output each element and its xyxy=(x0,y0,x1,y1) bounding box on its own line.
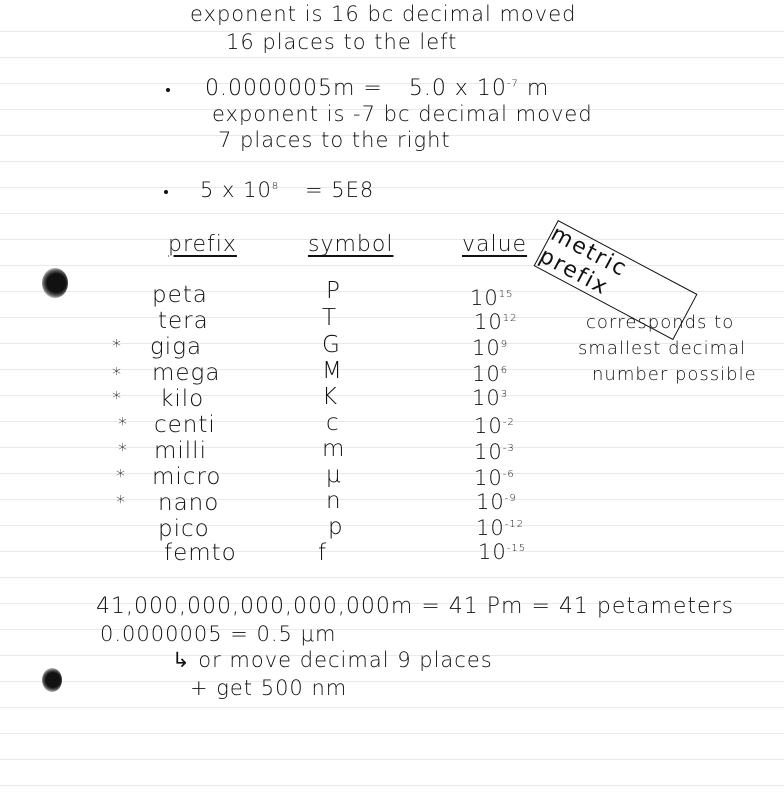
symbol-cell: G xyxy=(322,332,341,358)
prefix-cell: tera xyxy=(158,308,209,334)
note-line: 0.0000005 = 0.5 μm xyxy=(100,622,337,646)
symbol-cell: c xyxy=(326,410,340,436)
symbol-cell: M xyxy=(322,358,343,384)
value-cell: $10^{-2}$ xyxy=(474,414,515,438)
symbol-cell: K xyxy=(322,384,339,410)
star-mark: * xyxy=(112,388,122,409)
metric-prefix-label: metric prefix xyxy=(534,221,632,301)
header-symbol: symbol xyxy=(308,232,394,257)
side-note: number possible xyxy=(592,364,757,385)
value-cell: $10^{-15}$ xyxy=(478,540,527,564)
value-cell: $10^{-12}$ xyxy=(476,516,525,540)
symbol-cell: f xyxy=(318,540,328,566)
star-mark: * xyxy=(112,364,122,385)
value-cell: $10^{12}$ xyxy=(474,310,518,334)
side-note: smallest decimal xyxy=(578,338,747,359)
symbol-cell: m xyxy=(322,436,346,462)
note-line: 41,000,000,000,000,000m = 41 Pm = 41 petameters xyxy=(96,594,735,619)
symbol-cell: P xyxy=(326,278,341,304)
prefix-cell: centi xyxy=(154,412,216,438)
symbol-cell: n xyxy=(326,488,342,514)
note-equation: 0.0000005m = 5.0 x $10^{-7}$ m xyxy=(205,76,550,101)
note-line: + get 500 nm xyxy=(190,676,348,700)
prefix-cell: femto xyxy=(164,540,237,566)
symbol-cell: T xyxy=(322,305,338,331)
symbol-cell: p xyxy=(328,514,344,540)
value-cell: $10^6$ xyxy=(472,362,509,386)
header-value: value xyxy=(462,232,528,257)
binder-hole-top xyxy=(42,268,68,298)
prefix-cell: mega xyxy=(152,360,221,386)
value-cell: $10^{-3}$ xyxy=(474,440,515,464)
prefix-cell: micro xyxy=(152,464,222,490)
side-note: corresponds to xyxy=(586,312,735,333)
note-line: exponent is -7 bc decimal moved xyxy=(212,102,593,126)
star-mark: * xyxy=(112,336,122,357)
value-cell: $10^9$ xyxy=(472,336,509,360)
note-line: 7 places to the right xyxy=(218,128,451,152)
star-mark: * xyxy=(116,466,126,487)
note-line: 16 places to the left xyxy=(226,30,458,54)
star-mark: * xyxy=(118,414,128,435)
prefix-cell: giga xyxy=(150,334,203,360)
prefix-cell: nano xyxy=(158,490,220,516)
value-cell: $10^{15}$ xyxy=(470,286,514,310)
value-cell: $10^{-6}$ xyxy=(474,466,515,490)
prefix-cell: peta xyxy=(152,282,208,308)
star-mark: * xyxy=(118,440,128,461)
prefix-cell: milli xyxy=(154,438,207,464)
bullet xyxy=(166,88,170,92)
prefix-cell: pico xyxy=(158,516,210,542)
prefix-cell: kilo xyxy=(160,386,205,412)
note-line: exponent is 16 bc decimal moved xyxy=(190,2,577,26)
value-cell: $10^{-9}$ xyxy=(476,490,517,514)
symbol-cell: μ xyxy=(326,462,342,488)
binder-hole-bottom xyxy=(42,668,62,692)
note-equation: 5 x $10^8 = 5E8$ xyxy=(200,178,375,202)
value-cell: $10^3$ xyxy=(472,386,509,410)
star-mark: * xyxy=(116,492,126,513)
bullet xyxy=(164,190,168,194)
note-line: ↳ or move decimal 9 places xyxy=(172,648,493,672)
header-prefix: prefix xyxy=(168,232,237,257)
